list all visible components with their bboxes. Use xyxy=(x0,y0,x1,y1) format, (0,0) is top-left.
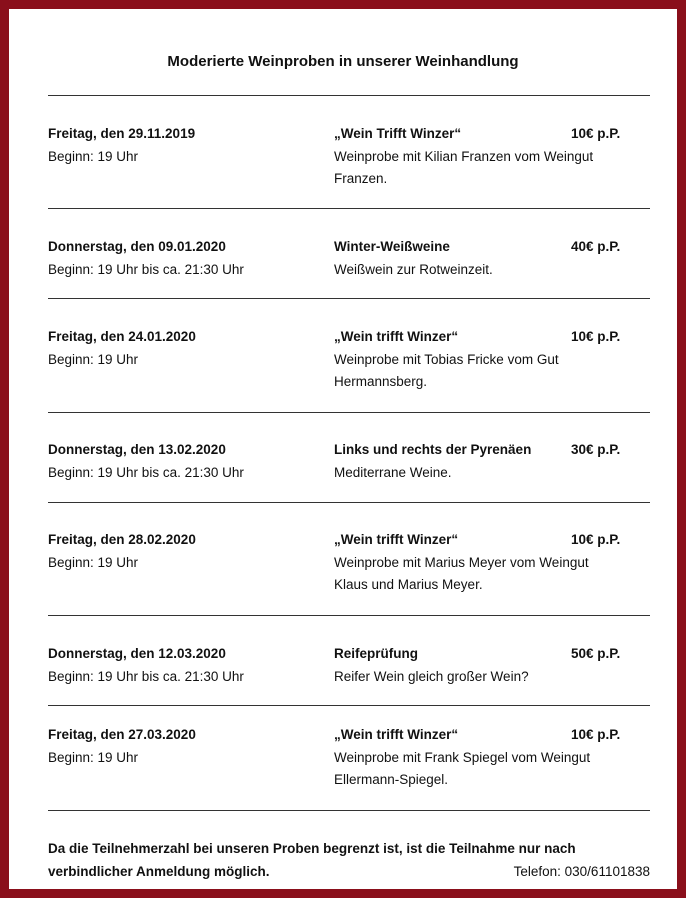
event-date: Freitag, den 27.03.2020 xyxy=(48,727,196,742)
event-price: 40€ p.P. xyxy=(571,239,621,254)
event-date: Freitag, den 29.11.2019 xyxy=(48,126,196,141)
event-description: Weinprobe mit Frank Spiegel vom Weingut Ellermann-Spiegel. xyxy=(334,749,591,787)
divider xyxy=(48,412,650,413)
event-name: Links und rechts der Pyrenäen xyxy=(334,442,532,457)
event-price: 10€ p.P. xyxy=(571,329,621,344)
event-name: „Wein trifft Winzer“ xyxy=(334,532,459,547)
event-date-block xyxy=(48,643,328,688)
event-price: 10€ p.P. xyxy=(571,126,621,141)
event-price: 30€ p.P. xyxy=(571,442,621,457)
event-date-block xyxy=(48,529,328,574)
event-date: Donnerstag, den 12.03.2020 xyxy=(48,646,226,661)
event-time: Beginn: 19 Uhr xyxy=(48,148,139,164)
divider xyxy=(48,705,650,706)
event-description: Mediterrane Weine. xyxy=(334,464,452,480)
event-name: „Wein trifft Winzer“ xyxy=(334,329,459,344)
footer xyxy=(48,838,650,883)
divider xyxy=(48,615,650,616)
event-description: Weißwein zur Rotweinzeit. xyxy=(334,261,493,277)
event-date-block xyxy=(48,724,328,769)
event-name: „Wein trifft Winzer“ xyxy=(334,727,459,742)
event-name: Winter-Weißweine xyxy=(334,239,450,254)
registration-note: Da die Teilnehmerzahl bei unseren Proben begrenzt ist, ist die Teilnahme nur nach verbindlicher Anmeldung möglich. xyxy=(48,841,576,879)
event-time: Beginn: 19 Uhr bis ca. 21:30 Uhr xyxy=(48,668,244,684)
event-description: Weinprobe mit Tobias Fricke vom Gut Hermannsberg. xyxy=(334,351,559,389)
divider xyxy=(48,502,650,503)
event-date-block xyxy=(48,439,328,484)
event-time: Beginn: 19 Uhr bis ca. 21:30 Uhr xyxy=(48,261,244,277)
event-description: Weinprobe mit Kilian Franzen vom Weingut Franzen. xyxy=(334,148,594,186)
event-time: Beginn: 19 Uhr xyxy=(48,554,139,570)
event-date: Donnerstag, den 13.02.2020 xyxy=(48,442,226,457)
page-title: Moderierte Weinproben in unserer Weinhandlung xyxy=(167,53,519,70)
event-date-block xyxy=(48,326,328,371)
event-name: Reifeprüfung xyxy=(334,646,418,661)
event-date-block xyxy=(48,123,328,168)
event-date: Freitag, den 24.01.2020 xyxy=(48,329,196,344)
divider xyxy=(48,95,650,96)
event-name: „Wein Trifft Winzer“ xyxy=(334,126,462,141)
event-time: Beginn: 19 Uhr bis ca. 21:30 Uhr xyxy=(48,464,244,480)
event-time: Beginn: 19 Uhr xyxy=(48,749,139,765)
event-price: 10€ p.P. xyxy=(571,727,621,742)
divider xyxy=(48,810,650,811)
event-description: Weinprobe mit Marius Meyer vom Weingut Klaus und Marius Meyer. xyxy=(334,554,589,592)
event-time: Beginn: 19 Uhr xyxy=(48,351,139,367)
event-description: Reifer Wein gleich großer Wein? xyxy=(334,668,529,684)
event-date: Donnerstag, den 09.01.2020 xyxy=(48,239,226,254)
divider xyxy=(48,298,650,299)
event-date: Freitag, den 28.02.2020 xyxy=(48,532,196,547)
event-price: 10€ p.P. xyxy=(571,532,621,547)
divider xyxy=(48,208,650,209)
phone-number: Telefon: 030/61101838 xyxy=(513,863,650,879)
event-date-block xyxy=(48,236,328,281)
event-price: 50€ p.P. xyxy=(571,646,621,661)
